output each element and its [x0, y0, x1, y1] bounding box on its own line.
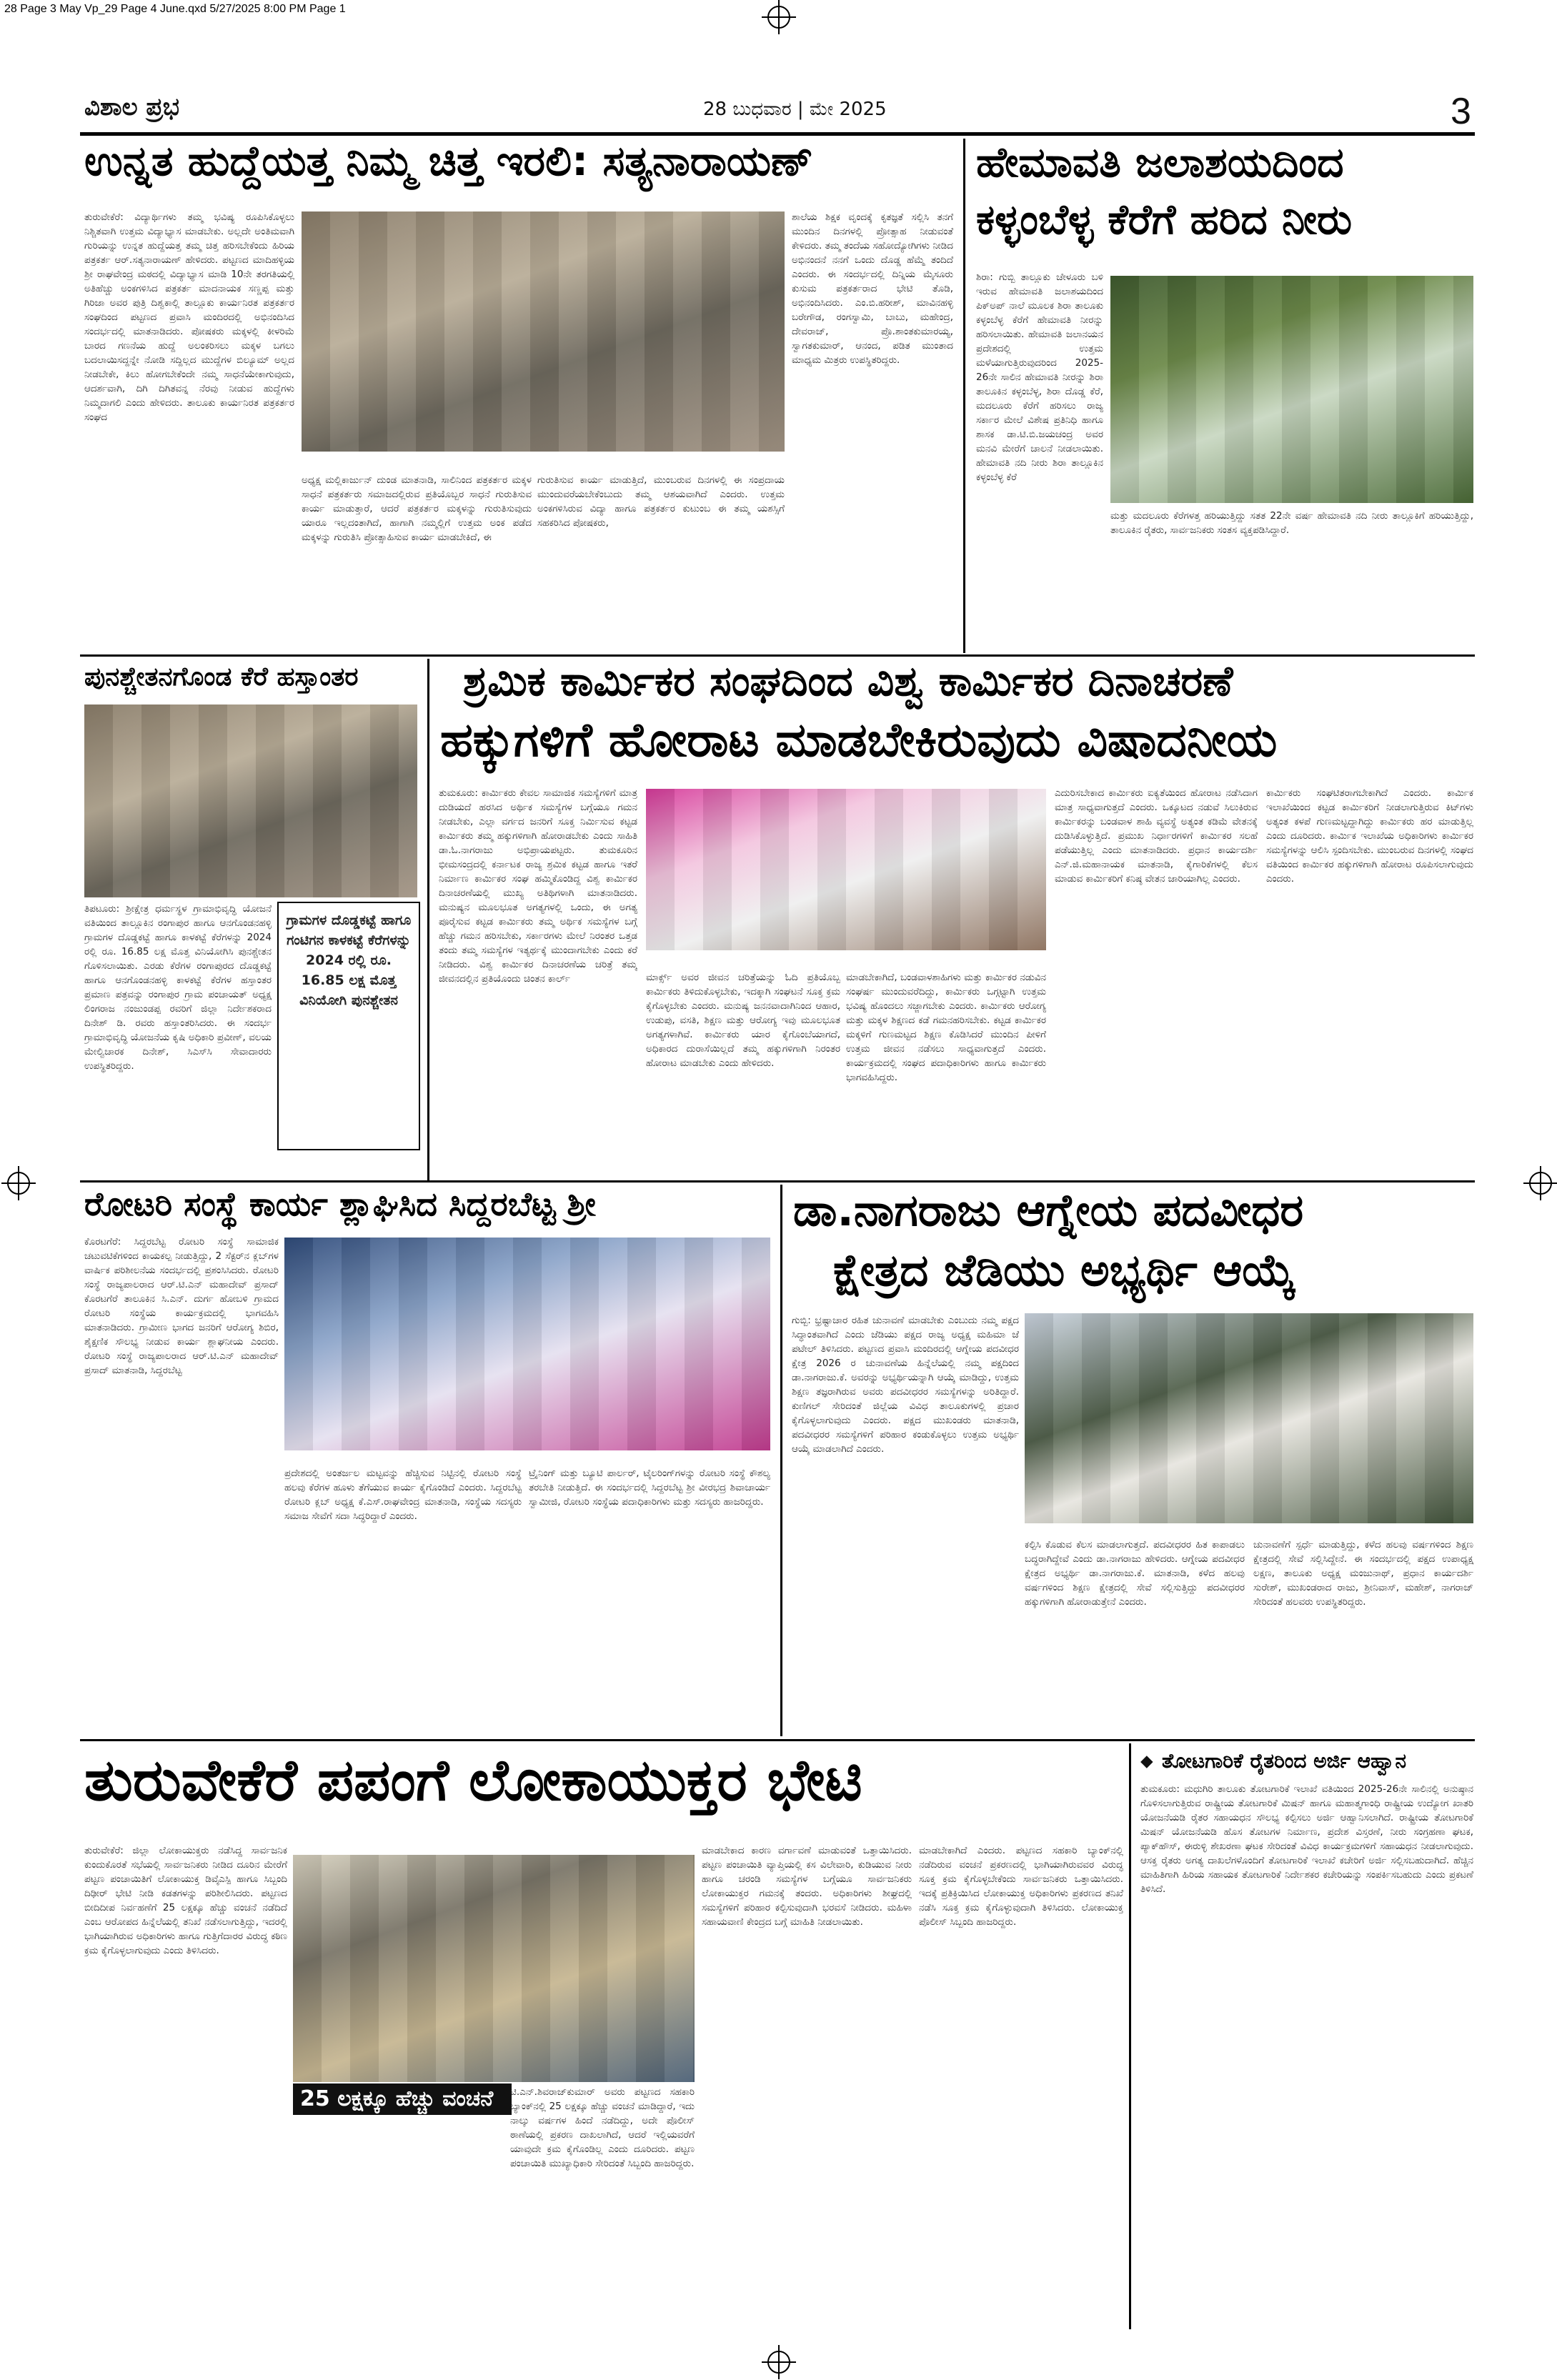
page-number: 3 [1451, 91, 1471, 132]
story7-col1: ತುರುವೇಕೆರೆ: ಜಿಲ್ಲಾ ಲೋಕಾಯುಕ್ತರು ನಡೆಸಿದ್ದ ಸಾರ್ವಜನಿಕ ಕುಂದುಕೊರತೆ ಸಭೆಯಲ್ಲಿ ಸಾರ್ವಜನಿಕರು ನೀಡಿದ ದೂರಿನ ಮೇರೆಗೆ ಪಟ್ಟಣ ಪಂಚಾಯಿತಿಗೆ ಲೋಕಾಯುಕ್ತ ಡಿವೈಎಸ್ಪಿ ಹಾಗೂ ಸಿಬ್ಬಂದಿ ದಿಢೀರ್ ಭೇಟಿ ನೀಡಿ ಕಡತಗಳನ್ನು ಪರಿಶೀಲಿಸಿದರು. ಪಟ್ಟಣದ ಬೀದಿದೀಪ ನಿರ್ವಹಣೆಗೆ 25 ಲಕ್ಷಕ್ಕೂ ಹೆಚ್ಚು ವಂಚನೆ ನಡೆದಿದೆ ಎಂಬ ಆರೋಪದ ಹಿನ್ನೆಲೆಯಲ್ಲಿ ತನಿಖೆ ನಡೆಸಲಾಗುತ್ತಿದ್ದು, ಇದರಲ್ಲಿ ಭಾಗಿಯಾಗಿರುವ ಅಧಿಕಾರಿಗಳು ಹಾಗೂ ಗುತ್ತಿಗೆದಾರರ ವಿರುದ್ಧ ಕಠಿಣ ಕ್ರಮ ಕೈಗೊಳ್ಳಲಾಗುವುದು ಎಂದು ತಿಳಿಸಿದರು. [84, 1845, 287, 1956]
registration-mark-left [7, 1172, 30, 1195]
story2-col2: ಮತ್ತು ಮದಲೂರು ಕೆರೆಗಳತ್ತ ಹರಿಯುತ್ತಿದ್ದು ಸತತ 22ನೇ ವರ್ಷ ಹೇಮಾವತಿ ನದಿ ನೀರು ತಾಲ್ಲೂಕಿಗೆ ಹರಿಯುತ್ತಿದ್ದು, ತಾಲೂಕಿನ ರೈತರು, ಸಾರ್ವಜನಿಕರು ಸಂತಸ ವ್ಯಕ್ತಪಡಿಸಿದ್ದಾರೆ. [1110, 510, 1473, 536]
story4-col3: ಮಾಡಬೇಕಾಗಿದೆ, ಬಂಡವಾಳಶಾಹಿಗಳು ಮತ್ತು ಕಾರ್ಮಿಕರ ನಡುವಿನ ಸಂಘರ್ಷ ಮುಂದುವರೆದಿದ್ದು, ಕಾರ್ಮಿಕರು ಒಗ್ಗಟ್ಟಾಗಿ ಉತ್ತಮ ಭವಿಷ್ಯ ಹೊಂದಲು ಸಜ್ಜಾಗಬೇಕು ಎಂದರು. ಕಾರ್ಮಿಕರು ಆರೋಗ್ಯ ಮತ್ತು ಮಕ್ಕಳ ಶಿಕ್ಷಣದ ಕಡೆ ಗಮನಹರಿಸಬೇಕು. ಕಟ್ಟಡ ಕಾರ್ಮಿಕರ ಮಕ್ಕಳಿಗೆ ಗುಣಮಟ್ಟದ ಶಿಕ್ಷಣ ಕೊಡಿಸಿದರೆ ಮುಂದಿನ ಪೀಳಿಗೆ ಉತ್ತಮ ಜೀವನ ನಡೆಸಲು ಸಾಧ್ಯವಾಗುತ್ತದೆ ಎಂದರು. ಕಾರ್ಯಕ್ರಮದಲ್ಲಿ ಸಂಘದ ಪದಾಧಿಕಾರಿಗಳು ಹಾಗೂ ಕಾರ್ಮಿಕರು ಭಾಗವಹಿಸಿದ್ದರು. [846, 972, 1046, 1083]
story7-photo [293, 1855, 695, 2082]
story5-col2: ಪ್ರದೇಶದಲ್ಲಿ ಅಂತರ್ಜಲ ಮಟ್ಟವನ್ನು ಹೆಚ್ಚಿಸುವ ನಿಟ್ಟಿನಲ್ಲಿ ರೋಟರಿ ಸಂಸ್ಥೆ ಹಲವು ಕೆರೆಗಳ ಹೂಳು ತೆಗೆಯುವ ಕಾರ್ಯ ಕೈಗೊಂಡಿದೆ ಎಂದರು. ಸಿದ್ದರಬೆಟ್ಟ ರೋಟರಿ ಕ್ಲಬ್ ಅಧ್ಯಕ್ಷ ಕೆ.ಎಸ್.ರಾಘವೇಂದ್ರ ಮಾತನಾಡಿ, ಸಂಸ್ಥೆಯ ಸದಸ್ಯರು ಸಮಾಜ ಸೇವೆಗೆ ಸದಾ ಸಿದ್ಧರಿದ್ದಾರೆ ಎಂದರು. [284, 1468, 522, 1522]
column-rule [1129, 1743, 1131, 2329]
masthead-rule [80, 132, 1475, 136]
story7-headline: ತುರುವೇಕೆರೆ ಪಪಂಗೆ ಲೋಕಾಯುಕ್ತರ ಭೇಟಿ [84, 1747, 862, 1813]
section-rule [80, 1739, 1475, 1741]
story3-sidebox-text: ಗ್ರಾಮಗಳ ದೊಡ್ಡಕಟ್ಟೆ ಹಾಗೂ ಗಂಟಿಗನ ಕಾಳಕಟ್ಟೆ ಕೆರೆಗಳನ್ನು 2024 ರಲ್ಲಿ ರೂ. 16.85 ಲಕ್ಷ ಮೊತ್ತ ವಿನಿಯೋಗಿ ಪುನಶ್ಚೇತನ [286, 912, 412, 1008]
section-rule [80, 1180, 1475, 1182]
masthead-name: ವಿಶಾಲ ಪ್ರಭ [84, 93, 179, 121]
story7-photo-caption: 25 ಲಕ್ಷಕ್ಕೂ ಹೆಚ್ಚು ವಂಚನೆ [293, 2083, 512, 2115]
story8-bullet-icon: ◆ [1140, 1752, 1153, 1771]
story5-photo [284, 1238, 770, 1450]
story6-col1: ಗುಬ್ಬಿ: ಭ್ರಷ್ಟಾಚಾರ ರಹಿತ ಚುನಾವಣೆ ಮಾಡಬೇಕು ಎಂಬುದು ನಮ್ಮ ಪಕ್ಷದ ಸಿದ್ಧಾಂತವಾಗಿದೆ ಎಂದು ಜೆಡಿಯು ಪಕ್ಷದ ರಾಜ್ಯ ಅಧ್ಯಕ್ಷ ಮಹಿಮಾ ಜೆ ಪಟೇಲ್ ತಿಳಿಸಿದರು. ಪಟ್ಟಣದ ಪ್ರವಾಸಿ ಮಂದಿರದಲ್ಲಿ ಆಗ್ನೇಯ ಪದವೀಧರ ಕ್ಷೇತ್ರ 2026 ರ ಚುನಾವಣೆಯ ಹಿನ್ನೆಲೆಯಲ್ಲಿ ನಮ್ಮ ಪಕ್ಷದಿಂದ ಡಾ.ನಾಗರಾಜು.ಕೆ. ಅವರನ್ನು ಅಭ್ಯರ್ಥಿಯನ್ನಾಗಿ ಆಯ್ಕೆ ಮಾಡಿದ್ದು, ಉತ್ತಮ ಶಿಕ್ಷಣ ತಜ್ಞರಾಗಿರುವ ಅವರು ಪದವೀಧರರ ಸಮಸ್ಯೆಗಳನ್ನು ಅರಿತಿದ್ದಾರೆ. ಕುಣಿಗಲ್ ಸೇರಿದಂತೆ ಜಿಲ್ಲೆಯ ವಿವಿಧ ತಾಲೂಕುಗಳಲ್ಲಿ ಪ್ರಚಾರ ಕೈಗೊಳ್ಳಲಾಗುವುದು ಎಂದರು. ಪಕ್ಷದ ಮುಖಂಡರು ಮಾತನಾಡಿ, ಪದವೀಧರರ ಸಮಸ್ಯೆಗಳಿಗೆ ಪರಿಹಾರ ಕಂಡುಕೊಳ್ಳಲು ಉತ್ತಮ ಅಭ್ಯರ್ಥಿ ಆಯ್ಕೆ ಮಾಡಲಾಗಿದೆ ಎಂದರು. [792, 1315, 1019, 1455]
story4-photo [646, 789, 1046, 950]
story6-col3: ಚುನಾವಣೆಗೆ ಸ್ಪರ್ಧೆ ಮಾಡುತ್ತಿದ್ದು, ಕಳೆದ ಹಲವು ವರ್ಷಗಳಿಂದ ಶಿಕ್ಷಣ ಕ್ಷೇತ್ರದಲ್ಲಿ ಸೇವೆ ಸಲ್ಲಿಸಿದ್ದೇನೆ. ಈ ಸಂದರ್ಭದಲ್ಲಿ ಪಕ್ಷದ ಉಪಾಧ್ಯಕ್ಷ ಲಕ್ಷಣ, ತಾಲೂಕು ಅಧ್ಯಕ್ಷ ಮಂಜುನಾಥ್, ಪ್ರಧಾನ ಕಾರ್ಯದರ್ಶಿ ಸುರೇಶ್, ಮುಖಂಡರಾದ ರಾಜು, ಶ್ರೀನಿವಾಸ್, ಮಹೇಶ್, ನಾಗರಾಜ್ ಸೇರಿದಂತೆ ಹಲವರು ಉಪಸ್ಥಿತರಿದ್ದರು. [1253, 1539, 1473, 1608]
story2-headline-line2: ಕಳ್ಳಂಬೆಳ್ಳ ಕೆರೆಗೆ ಹರಿದ ನೀರು [976, 195, 1353, 244]
story6-col2: ಕಲ್ಪಿಸಿ ಕೊಡುವ ಕೆಲಸ ಮಾಡಲಾಗುತ್ತದೆ. ಪದವೀಧರರ ಹಿತ ಕಾಪಾಡಲು ಬದ್ಧರಾಗಿದ್ದೇವೆ ಎಂದು ಡಾ.ನಾಗರಾಜು ಹೇಳಿದರು. ಆಗ್ನೇಯ ಪದವೀಧರ ಕ್ಷೇತ್ರದ ಅಭ್ಯರ್ಥಿ ಡಾ.ನಾಗರಾಜು.ಕೆ. ಮಾತನಾಡಿ, ಕಳೆದ ಹಲವು ವರ್ಷಗಳಿಂದ ಶಿಕ್ಷಣ ಕ್ಷೇತ್ರದಲ್ಲಿ ಸೇವೆ ಸಲ್ಲಿಸುತ್ತಿದ್ದು ಪದವೀಧರರ ಹಕ್ಕುಗಳಿಗಾಗಿ ಹೋರಾಡುತ್ತೇನೆ ಎಂದರು. [1025, 1539, 1245, 1608]
story6-photo [1025, 1313, 1473, 1523]
story4-col2: ಮಾರ್ಕ್ಸ್ ಅವರ ಜೀವನ ಚರಿತ್ರೆಯನ್ನು ಓದಿ ಪ್ರತಿಯೊಬ್ಬ ಕಾರ್ಮಿಕರು ತಿಳಿದುಕೊಳ್ಳಬೇಕು, ಇದಕ್ಕಾಗಿ ಸಂಘಟನೆ ಸೂಕ್ತ ಕ್ರಮ ಕೈಗೊಳ್ಳಬೇಕು ಎಂದರು. ಮನುಷ್ಯ ಜನನವಾದಾಗಿನಿಂದ ಆಹಾರ, ಉಡುಪು, ವಸತಿ, ಶಿಕ್ಷಣ ಮತ್ತು ಆರೋಗ್ಯ ಇವು ಮೂಲಭೂತ ಅಗತ್ಯಗಳಾಗಿವೆ. ಕಾರ್ಮಿಕರು ಯಾರ ಕೈಗೊಂಬೆಯಾಗದೆ, ಅಧಿಕಾರದ ದುರಾಸೆಯಿಲ್ಲದೆ ತಮ್ಮ ಹಕ್ಕುಗಳಿಗಾಗಿ ನಿರಂತರ ಹೋರಾಟ ಮಾಡಬೇಕು ಎಂದು ಹೇಳಿದರು. [646, 972, 840, 1069]
print-slug: 28 Page 3 May Vp_29 Page 4 June.qxd 5/27/2025 8:00 PM Page 1 [4, 3, 346, 15]
story7-col4: ಮಾಡಬೇಕಾಗಿದೆ ಎಂದರು. ಪಟ್ಟಣದ ಸಹಕಾರಿ ಬ್ಯಾಂಕ್‌ನಲ್ಲಿ ನಡೆದಿರುವ ವಂಚನೆ ಪ್ರಕರಣದಲ್ಲಿ ಭಾಗಿಯಾಗಿರುವವರ ವಿರುದ್ಧ ಸೂಕ್ತ ಕ್ರಮ ಕೈಗೊಳ್ಳಬೇಕೆಂದು ಸಾರ್ವಜನಿಕರು ಒತ್ತಾಯಿಸಿದರು. ಇದಕ್ಕೆ ಪ್ರತಿಕ್ರಿಯಿಸಿದ ಲೋಕಾಯುಕ್ತ ಅಧಿಕಾರಿಗಳು ಪ್ರಕರಣದ ತನಿಖೆ ನಡೆಸಿ ಸೂಕ್ತ ಕ್ರಮ ಕೈಗೊಳ್ಳುವುದಾಗಿ ತಿಳಿಸಿದರು. ಲೋಕಾಯುಕ್ತ ಪೊಲೀಸ್ ಸಿಬ್ಬಂದಿ ಹಾಜರಿದ್ದರು. [919, 1845, 1123, 1928]
story1-photo [302, 211, 785, 452]
registration-mark-top [767, 6, 790, 29]
story6-headline-line2: ಕ್ಷೇತ್ರದ ಜೆಡಿಯು ಅಭ್ಯರ್ಥಿ ಆಯ್ಕೆ [833, 1244, 1296, 1296]
story3-headline: ಪುನಶ್ಚೇತನಗೊಂಡ ಕೆರೆ ಹಸ್ತಾಂತರ [84, 662, 359, 692]
column-rule [427, 659, 429, 1180]
masthead-date: 28 ಬುಧವಾರ | ಮೇ 2025 [703, 99, 887, 120]
registration-mark-right [1529, 1172, 1552, 1195]
story5-col1: ಕೊರಟಗೆರೆ: ಸಿದ್ದರಬೆಟ್ಟ ರೋಟರಿ ಸಂಸ್ಥೆ ಸಾಮಾಜಿಕ ಚಟುವಟಿಕೆಗಳಿಂದ ಕಾಯಕಲ್ಪ ನೀಡುತ್ತಿದ್ದು, 2 ಸೆಕ್ಟರ್‌ನ ಕ್ಲಬ್‌ಗಳ ವಾರ್ಷಿಕ ಪರಿಶೀಲನೆಯ ಸಂದರ್ಭದಲ್ಲಿ ಪ್ರಶಂಸಿಸಿದರು. ರೋಟರಿ ಸಂಸ್ಥೆ ರಾಜ್ಯಪಾಲರಾದ ಆರ್.ಟಿ.ಎನ್ ಮಹಾದೇವ್ ಪ್ರಸಾದ್ ಕೊರಟಗೆರೆ ತಾಲೂಕಿನ ಸಿ.ಎನ್. ದುರ್ಗ ಹೋಬಳಿ ಗ್ರಾಮದ ರೋಟರಿ ಸಂಸ್ಥೆಯ ಕಾರ್ಯಕ್ರಮದಲ್ಲಿ ಭಾಗವಹಿಸಿ ಮಾತನಾಡಿದರು. ಗ್ರಾಮೀಣ ಭಾಗದ ಜನರಿಗೆ ಆರೋಗ್ಯ ಶಿಬಿರ, ಶೈಕ್ಷಣಿಕ ಸೌಲಭ್ಯ ನೀಡುವ ಕಾರ್ಯ ಶ್ಲಾಘನೀಯ ಎಂದರು. ರೋಟರಿ ಸಂಸ್ಥೆ ರಾಜ್ಯಪಾಲರಾದ ಆರ್.ಟಿ.ಎನ್ ಮಹಾದೇವ್ ಪ್ರಸಾದ್ ಮಾತನಾಡಿ, ಸಿದ್ದರಬೆಟ್ಟ [84, 1236, 279, 1376]
story5-headline: ರೋಟರಿ ಸಂಸ್ಥೆ ಕಾರ್ಯ ಶ್ಲಾಘಿಸಿದ ಸಿದ್ದರಬೆಟ್ಟ ಶ್ರೀ [84, 1185, 596, 1223]
story1-headline: ಉನ್ನತ ಹುದ್ದೆಯತ್ತ ನಿಮ್ಮ ಚಿತ್ತ ಇರಲಿ: ಸತ್ಯನಾರಾಯಣ್ [84, 136, 813, 185]
story3-photo-handover [84, 704, 417, 897]
story4-col4: ಎದುರಿಸಬೇಕಾದ ಕಾರ್ಮಿಕರು ಐಕ್ಯತೆಯಿಂದ ಹೋರಾಟ ನಡೆಸಿದಾಗ ಮಾತ್ರ ಸಾಧ್ಯವಾಗುತ್ತದೆ ಎಂದರು. ಒಕ್ಕೂಟದ ನಡುವೆ ಸಿಲುಕಿರುವ ಕಾರ್ಮಿಕರನ್ನು ಬಂಡವಾಳ ಶಾಹಿ ವ್ಯವಸ್ಥೆ ಅತ್ಯಂತ ಕಡಿಮೆ ವೇತನಕ್ಕೆ ದುಡಿಸಿಕೊಳ್ಳುತ್ತಿದೆ. ಪ್ರಮುಖ ನಿರ್ಧಾರಗಳಿಗೆ ಕಾರ್ಮಿಕರ ಸಲಹೆ ಪಡೆಯುತ್ತಿಲ್ಲ ಎಂದು ಮಾತನಾಡಿದರು. ಪ್ರಧಾನ ಕಾರ್ಯದರ್ಶಿ ಎನ್.ಜಿ.ಮಹಾನಾಯಕ ಮಾತನಾಡಿ, ಕೈಗಾರಿಕೆಗಳಲ್ಲಿ ಕೆಲಸ ಮಾಡುವ ಕಾರ್ಮಿಕರಿಗೆ ಕನಿಷ್ಠ ವೇತನ ಜಾರಿಯಾಗಿಲ್ಲ ಎಂದರು. [1055, 787, 1258, 885]
story4-headline-line2: ಹಕ್ಕುಗಳಿಗೆ ಹೋರಾಟ ಮಾಡಬೇಕಿರುವುದು ವಿಷಾದನೀಯ [440, 712, 1278, 767]
story1-col2: ಅಧ್ಯಕ್ಷ ಮಲ್ಲಿಕಾರ್ಜುನ್ ದುಂಡ ಮಾತನಾಡಿ, ಸಾಲಿನಿಂದ ಪತ್ರಕರ್ತರ ಮಕ್ಕಳ ಸಾಧನೆ ಪತ್ರಕರ್ತರು ಸಮಾಜದಲ್ಲಿರುವ ಪ್ರತಿಯೊಬ್ಬರ ಸಾಧನೆ ಗುರುತಿಸುವ ಕಾರ್ಯ ಮಾಡುತ್ತಾರೆ, ಆದರೆ ಪತ್ರಕರ್ತರ ಮಕ್ಕಳನ್ನು ಗುರುತಿಸುವುದು ಯಾರೂ ಇಲ್ಲದಂತಾಗಿದೆ, ಹಾಗಾಗಿ ನಮ್ಮಲ್ಲಿಗೆ ಉತ್ತಮ ಅಂಕ ಪಡೆದ ಮಕ್ಕಳನ್ನು ಗುರುತಿಸಿ ಪ್ರೋತ್ಸಾಹಿಸುವ ಕಾರ್ಯ ಮಾಡಬೇಕಿದೆ, ಈ [302, 474, 532, 543]
story4-col1: ತುಮಕೂರು: ಕಾರ್ಮಿಕರು ಕೇವಲ ಸಾಮಾಜಿಕ ಸಮಸ್ಯೆಗಳಿಗೆ ಮಾತ್ರ ದುಡಿಯದೆ ಹರಸಿದ ಅರ್ಥಿಕ ಸಮಸ್ಯೆಗಳ ಬಗ್ಗೆಯೂ ಗಮನ ನೀಡಬೇಕು, ಎಲ್ಲಾ ವರ್ಗದ ಜನರಿಗೆ ಸೂಕ್ತ ನಿರ್ಮಿಸುವ ಕಟ್ಟಡ ಕಾರ್ಮಿಕರು ತಮ್ಮ ಹಕ್ಕುಗಳಿಗಾಗಿ ಹೋರಾಡಬೇಕು ಎಂದು ಸಾಹಿತಿ ಡಾ.ಓ.ನಾಗರಾಜು ಅಭಿಪ್ರಾಯಪಟ್ಟರು. ತುಮಕೂರಿನ ಭೀಮಸಂದ್ರದಲ್ಲಿ ಕರ್ನಾಟಕ ರಾಜ್ಯ ಶ್ರಮಿಕ ಕಟ್ಟಡ ಹಾಗೂ ಇತರೆ ನಿರ್ಮಾಣ ಕಾರ್ಮಿಕರ ಸಂಘ ಹಮ್ಮಿಕೊಂಡಿದ್ದ ವಿಶ್ವ ಕಾರ್ಮಿಕರ ದಿನಾಚರಣೆಯಲ್ಲಿ ಮುಖ್ಯ ಅತಿಥಿಗಳಾಗಿ ಮಾತನಾಡಿದರು. ಮನುಷ್ಯನ ಮೂಲಭೂತ ಅಗತ್ಯಗಳಲ್ಲಿ ಒಂದು, ಈ ಅಗತ್ಯ ಪೂರೈಸುವ ಕಟ್ಟಡ ಕಾರ್ಮಿಕರು ತಮ್ಮ ಅರ್ಥಿಕ ಸಮಸ್ಯೆಗಳ ಬಗ್ಗೆ ಹೆಚ್ಚು ಗಮನ ಹರಿಸಬೇಕು, ಸರ್ಕಾರಗಳು ಮೇಲೆ ನಿರಂತರ ಒತ್ತಡ ತಂದು ತಮ್ಮ ಸಮಸ್ಯೆಗಳ ಇತ್ಯರ್ಥಕ್ಕೆ ಮುಂದಾಗಬೇಕು ಎಂದು ಕರೆ ನೀಡಿದರು. ವಿಶ್ವ ಕಾರ್ಮಿಕರ ದಿನಾಚರಣೆಯ ಚರಿತ್ರೆ ತಮ್ಮ ಜೀವನದಲ್ಲಿನ ಪ್ರತಿಯೊಂದು ಚಿಂತನ ಕಾರ್ಲ್ [439, 787, 637, 985]
story3-sidebox [277, 902, 420, 1150]
story1-col4: ಶಾಲೆಯ ಶಿಕ್ಷಕ ವೃಂದಕ್ಕೆ ಕೃತಜ್ಞತೆ ಸಲ್ಲಿಸಿ ತನಗೆ ಮುಂದಿನ ದಿನಗಳಲ್ಲಿ ಪ್ರೋತ್ಸಾಹ ನೀಡುವಂತೆ ಕೇಳಿದರು. ತಮ್ಮ ತಂದೆಯ ಸಹೋದ್ಯೋಗಿಗಳು ನೀಡಿದ ಅಭಿನಂದನೆ ನನಗೆ ಒಂದು ದೊಡ್ಡ ಹೆಮ್ಮೆ ತಂದಿದೆ ಎಂದರು. ಈ ಸಂದರ್ಭದಲ್ಲಿ ದಿನ್ನಿಯ ಮೈಸೂರು ಕುಸುಮ ಪತ್ರಕರ್ತರಾದ ಭೇಟಿ ತೊಡಿ, ಅಭಿನಂದಿಸಿದರು. ಎಂ.ಬಿ.ಹರೀಶ್, ಮಾವಿನಹಳ್ಳಿ ಬರೇಗೌಡ, ರಂಗಸ್ವಾಮಿ, ಬಾಬು, ಮಹೇಂದ್ರ, ದೇವರಾಜ್, ಪ್ರೊ.ಶಾಂತಕುಮಾರಯ್ಯ, ಸ್ವಾಗತಕುಮಾರ್, ಆನಂದ, ಪಡಿತ ಮುಂತಾದ ಮಾಧ್ಯಮ ಮಿತ್ರರು ಉಪಸ್ಥಿತರಿದ್ದರು. [792, 211, 953, 366]
story8-body: ತುಮಕೂರು: ಮಧುಗಿರಿ ತಾಲೂಕು ತೋಟಗಾರಿಕೆ ಇಲಾಖೆ ವತಿಯಿಂದ 2025-26ನೇ ಸಾಲಿನಲ್ಲಿ ಅನುಷ್ಠಾನ ಗೊಳಿಸಲಾಗುತ್ತಿರುವ ರಾಷ್ಟ್ರೀಯ ತೋಟಗಾರಿಕೆ ಮಿಷನ್ ಹಾಗೂ ಮಹಾತ್ಮಗಾಂಧಿ ರಾಷ್ಟ್ರೀಯ ಉದ್ಯೋಗ ಖಾತರಿ ಯೋಜನೆಯಡಿ ರೈತರ ಸಹಾಯಧನ ಸೌಲಭ್ಯ ಕಲ್ಪಿಸಲು ಅರ್ಜಿ ಆಹ್ವಾನಿಸಲಾಗಿದೆ. ರಾಷ್ಟ್ರೀಯ ತೋಟಗಾರಿಕೆ ಮಿಷನ್ ಯೋಜನೆಯಡಿ ಹೊಸ ತೋಟಗಳ ನಿರ್ಮಾಣ, ಪ್ರದೇಶ ವಿಸ್ತರಣೆ, ನೀರು ಸಂಗ್ರಹಣಾ ಘಟಕ, ಪ್ಯಾಕ್‌ಹೌಸ್, ಈರುಳ್ಳಿ ಶೇಖರಣಾ ಘಟಕ ಸೇರಿದಂತೆ ವಿವಿಧ ಕಾರ್ಯಕ್ರಮಗಳಿಗೆ ಸಹಾಯಧನ ನೀಡಲಾಗುವುದು. ಆಸಕ್ತ ರೈತರು ಅಗತ್ಯ ದಾಖಲೆಗಳೊಂದಿಗೆ ತೋಟಗಾರಿಕೆ ಇಲಾಖೆ ಕಚೇರಿಗೆ ಅರ್ಜಿ ಸಲ್ಲಿಸಬಹುದಾಗಿದೆ. ಹೆಚ್ಚಿನ ಮಾಹಿತಿಗಾಗಿ ಹಿರಿಯ ಸಹಾಯಕ ತೋಟಗಾರಿಕೆ ನಿರ್ದೇಶಕರ ಕಚೇರಿಯನ್ನು ಸಂಪರ್ಕಿಸಬಹುದು ಎಂದು ಪ್ರಕಟಣೆ ತಿಳಿಸಿದೆ. [1140, 1783, 1473, 1895]
story8-headline: ತೋಟಗಾರಿಕೆ ರೈತರಿಂದ ಅರ್ಜಿ ಆಹ್ವಾನ [1162, 1749, 1407, 1773]
story3-body-col1: ತಿಪಟೂರು: ಶ್ರೀಕ್ಷೇತ್ರ ಧರ್ಮಸ್ಥಳ ಗ್ರಾಮಾಭಿವೃದ್ಧಿ ಯೋಜನೆ ವತಿಯಿಂದ ತಾಲ್ಲೂಕಿನ ರಂಗಾಪುರ ಹಾಗೂ ಆನಗೊಂಡನಹಳ್ಳಿ ಗ್ರಾಮಗಳ ದೊಡ್ಡಕಟ್ಟೆ ಹಾಗೂ ಕಾಳಕಟ್ಟೆ ಕೆರೆಗಳನ್ನು 2024 ರಲ್ಲಿ ರೂ. 16.85 ಲಕ್ಷ ಮೊತ್ತ ವಿನಿಯೋಗಿಸಿ ಪುನಶ್ಚೇತನ ಗೊಳಿಸಲಾಯಿತು. ಎರಡು ಕೆರೆಗಳ ರಂಗಾಪುರದ ದೊಡ್ಡಕಟ್ಟೆ ಹಾಗೂ ಆನಗೊಂಡನಹಳ್ಳಿ ಕಾಳಕಟ್ಟೆ ಕೆರೆಗಳ ಹಸ್ತಾಂತರ ಪ್ರಮಾಣ ಪತ್ರವನ್ನು ರಂಗಾಪುರ ಗ್ರಾಮ ಪಂಚಾಯತ್ ಅಧ್ಯಕ್ಷ ಲಿಂಗರಾಜ ನಂಜುಂಡಪ್ಪ ರವರಿಗೆ ಜಿಲ್ಲಾ ನಿರ್ದೇಶಕರಾದ ದಿನೇಶ್ ಡಿ. ರವರು ಹಸ್ತಾಂತರಿಸಿದರು. ಈ ಸಂದರ್ಭ ಗ್ರಾಮಾಭಿವೃದ್ಧಿ ಯೋಜನೆಯ ಕೃಷಿ ಅಧಿಕಾರಿ ಪ್ರವೀಣ್, ವಲಯ ಮೇಲ್ವಿಚಾರಕ ದಿನೇಶ್, ಸಿಎಸ್‌ಸಿ ಸೇವಾದಾರರು ಉಪಸ್ಥಿತರಿದ್ದರು. [84, 903, 272, 1072]
registration-mark-bottom [767, 2351, 790, 2374]
story2-headline-line1: ಹೇಮಾವತಿ ಜಲಾಶಯದಿಂದ [976, 138, 1344, 186]
story4-headline-line1: ಶ್ರಮಿಕ ಕಾರ್ಮಿಕರ ಸಂಘದಿಂದ ವಿಶ್ವ ಕಾರ್ಮಿಕರ ದಿನಾಚರಣೆ [463, 657, 1233, 705]
story7-col3: ಮಾಡಬೇಕಾದ ಕಾರಣ ವರ್ಗಾವಣೆ ಮಾಡುವಂತೆ ಒತ್ತಾಯಿಸಿದರು. ಪಟ್ಟಣ ಪಂಚಾಯಿತಿ ವ್ಯಾಪ್ತಿಯಲ್ಲಿ ಕಸ ವಿಲೇವಾರಿ, ಕುಡಿಯುವ ನೀರು ಹಾಗೂ ಚರಂಡಿ ಸಮಸ್ಯೆಗಳ ಬಗ್ಗೆಯೂ ಸಾರ್ವಜನಿಕರು ಲೋಕಾಯುಕ್ತರ ಗಮನಕ್ಕೆ ತಂದರು. ಅಧಿಕಾರಿಗಳು ಶೀಘ್ರದಲ್ಲಿ ಸಮಸ್ಯೆಗಳಿಗೆ ಪರಿಹಾರ ಕಲ್ಪಿಸುವುದಾಗಿ ಭರವಸೆ ನೀಡಿದರು. ಮಹಿಳಾ ಸಹಾಯವಾಣಿ ಕೇಂದ್ರದ ಬಗ್ಗೆ ಮಾಹಿತಿ ನೀಡಲಾಯಿತು. [702, 1845, 912, 1928]
story1-col3: ಗುರುತಿಸುವ ಕಾರ್ಯ ಮಾಡುತ್ತಿದೆ, ಮುಂಬರುವ ದಿನಗಳಲ್ಲಿ ಈ ಸಂಪ್ರದಾಯ ಮುಂದುವರೆಯಬೇಕೆಂಬುದು ತಮ್ಮ ಆಶಯವಾಗಿದೆ ಎಂದರು. ಉತ್ತಮ ಅಂಕಗಳಿಸಿರುವ ವಿದ್ಯಾ ಹಾಗೂ ಪತ್ರಕರ್ತರ ಕುಟುಂಬ ಈ ತಮ್ಮ ಯಶಸ್ಸಿಗೆ ಸಹಕರಿಸಿದ ಪೋಷಕರು, [537, 474, 785, 529]
story1-col1: ತುರುವೇಕೆರೆ: ವಿದ್ಯಾರ್ಥಿಗಳು ತಮ್ಮ ಭವಿಷ್ಯ ರೂಪಿಸಿಕೊಳ್ಳಲು ನಿಶ್ಚಿತವಾಗಿ ಉತ್ತಮ ವಿದ್ಯಾಭ್ಯಾಸ ಮಾಡಬೇಕು. ಅಲ್ಲದೇ ಅಂತಿಮವಾಗಿ ಗುರಿಯನ್ನು ಉನ್ನತ ಹುದ್ದೆಯತ್ತ ತಮ್ಮ ಚಿತ್ತ ಹರಿಸಬೇಕೆಂದು ಹಿರಿಯ ಪತ್ರಕರ್ತ ಆರ್.ಸತ್ಯನಾರಾಯಣ್ ಹೇಳಿದರು. ಪಟ್ಟಣದ ಮಾದಿಹಳ್ಳಿಯ ಶ್ರೀ ರಾಘವೇಂದ್ರ ಮಠದಲ್ಲಿ ವಿದ್ಯಾಭ್ಯಾಸ ಮಾಡಿ 10ನೇ ತರಗತಿಯಲ್ಲಿ ಅತಿಹೆಚ್ಚು ಅಂಕಗಳಿಸಿದ ಪತ್ರಕರ್ತ ಮಾದನಾಯಕ ಸಣ್ಣಪ್ಪ ಮತ್ತು ಗಿರಿಜಾ ಅವರ ಪುತ್ರಿ ದಿಶ್ವಕಾಲ್ಲಿ ತಾಲ್ಲೂಕು ಕಾರ್ಯನಿರತ ಪತ್ರಕರ್ತರ ಸಂಘದಿಂದ ಪಟ್ಟಣದ ಪ್ರವಾಸಿ ಮಂದಿರದಲ್ಲಿ ಅಭಿನಂದಿಸಿದ ಸಂದರ್ಭದಲ್ಲಿ ಮಾತನಾಡಿದರು. ಪೋಷಕರು ಮಕ್ಕಳಲ್ಲಿ ಕೀಳರಿಮೆ ಬಾರದ ಗಣನೆಯ ಹುದ್ದೆ ಅಲಂಕರಿಸಲು ಮಕ್ಕಳ ಬಗಲು ಬದಲಾಯಿಸದ್ದನ್ನೇ ನೋಡಿ ಸದ್ದಿಲ್ಲದ ಮುದ್ದೆಗಳ ಬಿಲ್ಯೂಮ್ ಅಲ್ಲದ ನೀಡಬೇಕೇ, ಕಿಲು ಹೋಗಬೇಕೆಂದೇ ನಮ್ಮ ಸಾಧನೆಯೇಕಾಗುವುದು, ಆದರ್ಶವಾಗಿ, ದಿಗಿ ದಿಗಿತವನ್ನ ನೆರವು ನೀಡುವ ಹುದ್ದೆಗಳು ನಿಮ್ಮದಾಗಲಿ ಎಂದು ಹೇಳಿದರು. ತಾಲೂಕು ಕಾರ್ಯನಿರತ ಪತ್ರಕರ್ತರ ಸಂಘದ [84, 211, 294, 423]
story5-col3: ಟ್ರೈನಿಂಗ್ ಮತ್ತು ಬ್ಯೂಟಿ ಪಾರ್ಲರ್, ಟೈಲರಿಂಗ್‌ಗಳನ್ನು ರೋಟರಿ ಸಂಸ್ಥೆ ಕೌಶಲ್ಯ ತರಬೇತಿ ನೀಡುತ್ತಿದೆ. ಈ ಸಂದರ್ಭದಲ್ಲಿ ಸಿದ್ದರಬೆಟ್ಟ ಶ್ರೀ ವೀರಭದ್ರ ಶಿವಾಚಾರ್ಯ ಸ್ವಾಮೀಜಿ, ರೋಟರಿ ಸಂಸ್ಥೆಯ ಪದಾಧಿಕಾರಿಗಳು ಮತ್ತು ಸದಸ್ಯರು ಹಾಜರಿದ್ದರು. [529, 1468, 770, 1508]
column-rule [963, 139, 965, 653]
column-rule [780, 1185, 782, 1736]
story4-col5: ಕಾರ್ಮಿಕರು ಸಂಘಟಿತರಾಗಬೇಕಾಗಿದೆ ಎಂದರು. ಕಾರ್ಮಿಕ ಇಲಾಖೆಯಿಂದ ಕಟ್ಟಡ ಕಾರ್ಮಿಕರಿಗೆ ನೀಡಲಾಗುತ್ತಿರುವ ಕಿಟ್‌ಗಳು ಅತ್ಯಂತ ಕಳಪೆ ಗುಣಮಟ್ಟದ್ದಾಗಿದ್ದು ಕಾರ್ಮಿಕರು ಹರ ಮಾಡುತ್ತಿಲ್ಲ ಎಂದು ದೂರಿದರು. ಕಾರ್ಮಿಕ ಇಲಾಖೆಯ ಅಧಿಕಾರಿಗಳು ಕಾರ್ಮಿಕರ ಸಮಸ್ಯೆಗಳನ್ನು ಆಲಿಸಿ ಸ್ಪಂದಿಸಬೇಕು. ಮುಂಬರುವ ದಿನಗಳಲ್ಲಿ ಸಂಘದ ವತಿಯಿಂದ ಕಾರ್ಮಿಕರ ಹಕ್ಕುಗಳಿಗಾಗಿ ಹೋರಾಟ ರೂಪಿಸಲಾಗುವುದು ಎಂದರು. [1266, 787, 1473, 885]
story7-col2: ಟಿ.ಎನ್.ಶಿವರಾಜ್‌ಕುಮಾರ್ ಅವರು ಪಟ್ಟಣದ ಸಹಕಾರಿ ಬ್ಯಾಂಕ್‌ನಲ್ಲಿ 25 ಲಕ್ಷಕ್ಕೂ ಹೆಚ್ಚು ವಂಚನೆ ಮಾಡಿದ್ದಾರೆ, ಇದು ನಾಲ್ಕು ವರ್ಷಗಳ ಹಿಂದೆ ನಡೆದಿದ್ದು, ಅದೇ ಪೊಲೀಸ್ ಠಾಣೆಯಲ್ಲಿ ಪ್ರಕರಣ ದಾಖಲಾಗಿದೆ, ಆದರೆ ಇಲ್ಲಿಯವರೆಗೆ ಯಾವುದೇ ಕ್ರಮ ಕೈಗೊಂಡಿಲ್ಲ ಎಂದು ದೂರಿದರು. ಪಟ್ಟಣ ಪಂಚಾಯಿತಿ ಮುಖ್ಯಾಧಿಕಾರಿ ಸೇರಿದಂತೆ ಸಿಬ್ಬಂದಿ ಹಾಜರಿದ್ದರು. [510, 2086, 695, 2169]
story6-headline-line1: ಡಾ.ನಾಗರಾಜು ಆಗ್ನೇಯ ಪದವೀಧರ [793, 1184, 1304, 1236]
story2-photo-water [1110, 276, 1473, 503]
story2-col1: ಶಿರಾ: ಗುಬ್ಬಿ ತಾಲ್ಲೂಕು ಚೇಳೂರು ಬಳಿ ಇರುವ ಹೇಮಾವತಿ ಜಲಾಶಯದಿಂದ ಪಿಕ್‌ಅಪ್ ನಾಲೆ ಮೂಲಕ ಶಿರಾ ತಾಲೂಕು ಕಳ್ಳಂಬೆಳ್ಳ ಕೆರೆಗೆ ಹೇಮಾವತಿ ನೀರನ್ನು ಹರಿಸಲಾಯಿತು. ಹೇಮಾವತಿ ಜಲಾನಯನ ಪ್ರದೇಶದಲ್ಲಿ ಉತ್ತಮ ಮಳೆಯಾಗುತ್ತಿರುವುದರಿಂದ 2025-26ನೇ ಸಾಲಿನ ಹೇಮಾವತಿ ನೀರನ್ನು ಶಿರಾ ತಾಲೂಕಿನ ಕಳ್ಳಂಬೆಳ್ಳ, ಶಿರಾ ದೊಡ್ಡ ಕೆರೆ, ಮದಲೂರು ಕೆರೆಗೆ ಹರಿಸಲು ರಾಜ್ಯ ಸರ್ಕಾರ ಮೇಲೆ ವಿಶೇಷ ಪ್ರತಿನಿಧಿ ಹಾಗೂ ಶಾಸಕ ಡಾ.ಟಿ.ಬಿ.ಜಯಚಂದ್ರ ಅವರ ಮನವಿ ಮೇರೆಗೆ ಚಾಲನೆ ನೀಡಲಾಯಿತು. ಹೇಮಾವತಿ ನದಿ ನೀರು ಶಿರಾ ತಾಲ್ಲೂಕಿನ ಕಳ್ಳಂಬೆಳ್ಳ ಕೆರೆ [976, 272, 1103, 483]
